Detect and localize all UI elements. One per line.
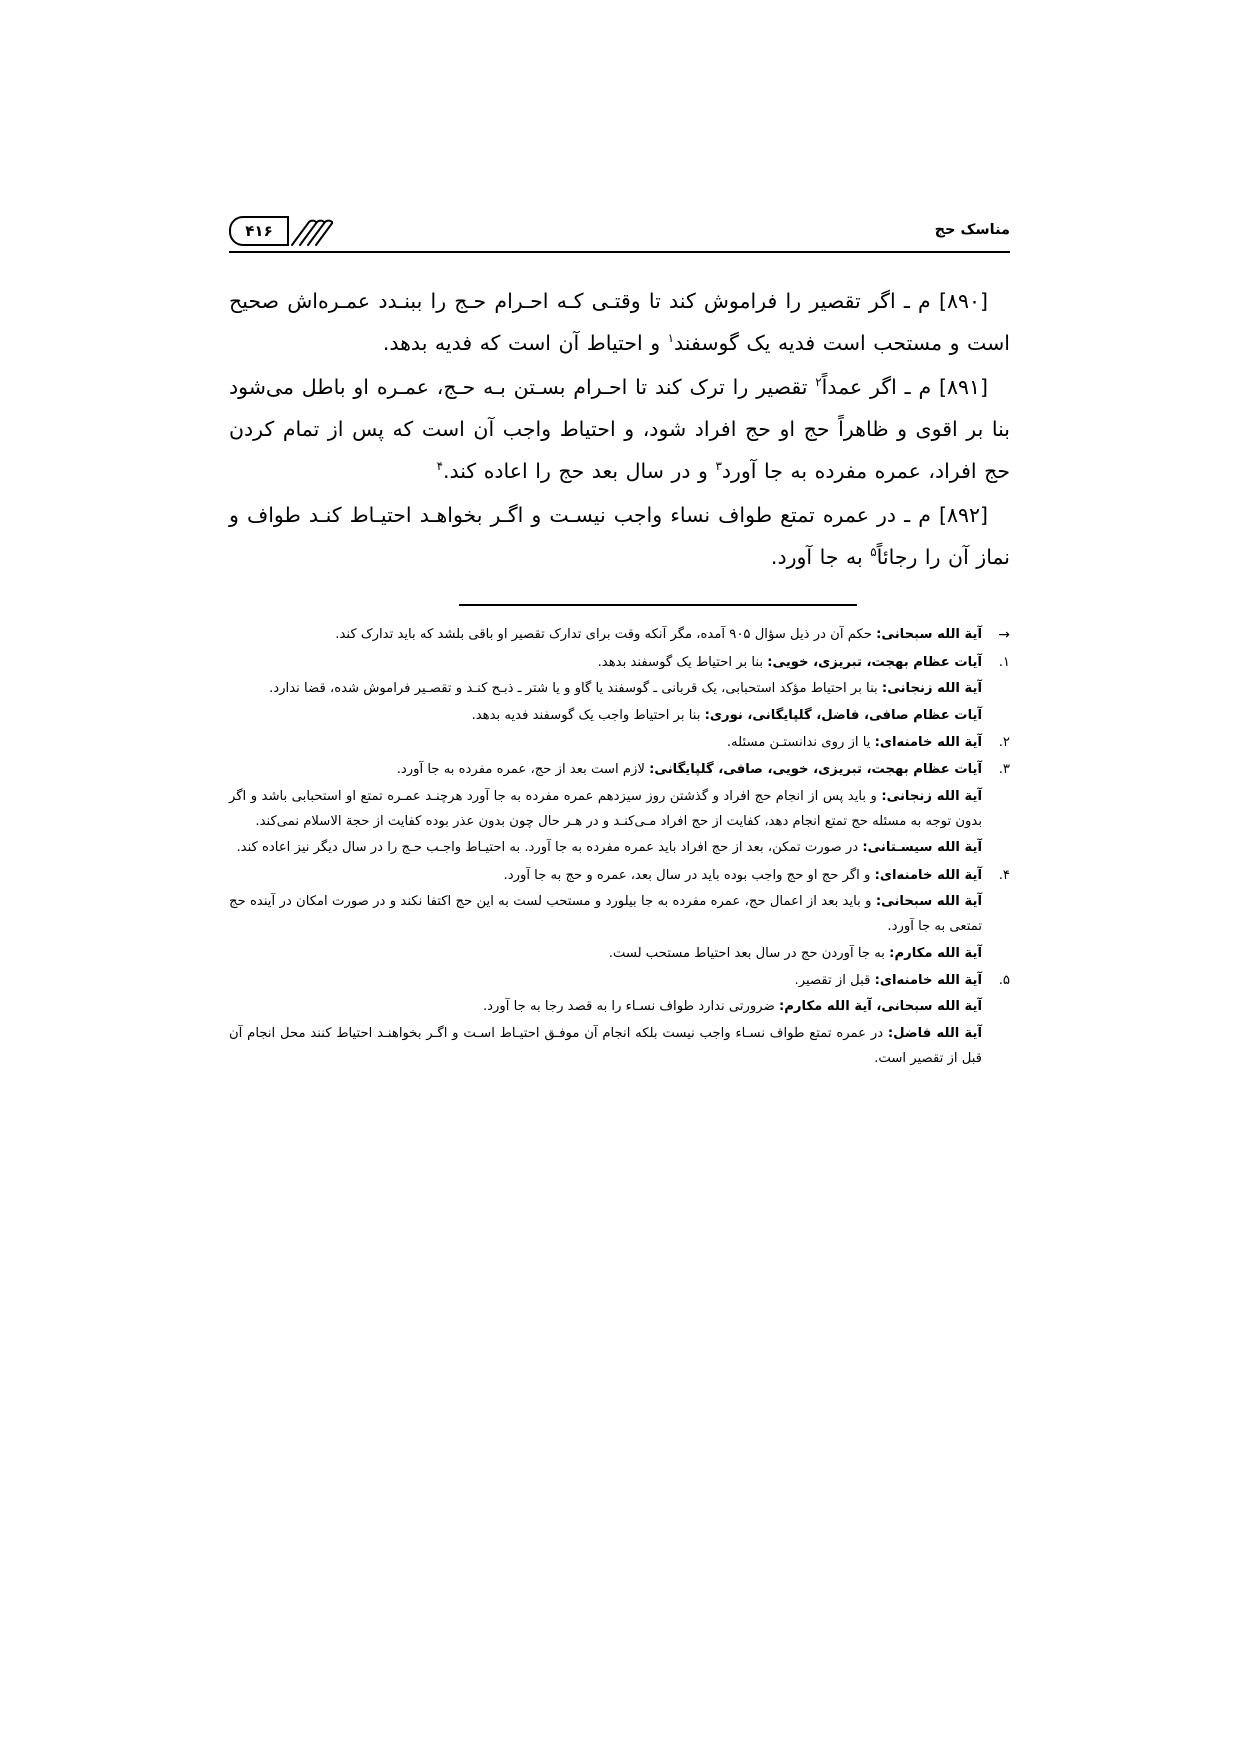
footnote-text: یا از روی ندانستـن مسئله. xyxy=(726,735,875,751)
footnote-item xyxy=(229,863,1010,967)
footnote-body xyxy=(229,863,982,967)
footnote-paragraph xyxy=(229,941,982,966)
footnote-paragraph xyxy=(229,622,982,647)
footnote-paragraph xyxy=(229,835,982,860)
ruling-891: [۸۹۱] م ـ اگر عمداً$^۲$ تقصیر را ترک کند تا احـرام بسـتن بـه حـج، عمـره او باطل می‌شود بنا بر اقوی و ظاهراً حج او حج افراد شود، و احتیاط واجب آن است که پس از تمام کردن حج افراد، عمره مفرده به جا آورد$^۳$ و در سال بعد حج را اعاده کند.$^۴$ xyxy=(229,375,1010,484)
footnote-text: بنا بر احتیاط مؤکد استحبابی، یک قربانی ـ گوسفند یا گاو و یا شتر ـ ذبـح کنـد و تقصـیر فراموش شده، قضا ندارد. xyxy=(269,681,882,697)
footnote-text: بنا بر احتیاط واجب یک گوسفند فدیه بدهد. xyxy=(471,707,705,723)
footnote-marker: ۴. xyxy=(998,867,1010,883)
footnote-paragraph xyxy=(229,703,982,728)
footnote-item xyxy=(229,622,1010,649)
footnote-paragraph xyxy=(229,650,982,675)
footnote-paragraph xyxy=(229,757,982,782)
marja-name: آیة الله خامنه‌ای: xyxy=(874,867,982,883)
footnote-text: در صورت تمکن، بعد از حج افراد باید عمره مفرده به جا آورد. به احتیـاط واجـب حـج را در سال دیگر نیز اعاده کند. xyxy=(236,840,863,856)
footnote-text: و باید پس از انجام حج افراد و گذشتن روز سیزدهم عمره مفرده به جا آورد هرچنـد عمـره تمتع او استحبابی باشد و اگر بدون توجه به مسئله حج تمتع انجام دهد، کفایت از حج افراد مـی‌کنـد و در هـر حال چون بدون عذر بوده کفایت از حجة الاسلام نمی‌کند. xyxy=(229,788,982,830)
footnote-text: قبل از تقصیر. xyxy=(794,973,875,989)
footnote-paragraph xyxy=(229,863,982,888)
footnote-paragraph xyxy=(229,1021,982,1072)
footnote-body xyxy=(229,757,982,861)
footnote-continuation-arrow-icon: → xyxy=(998,627,1010,644)
diagonal-stripes-ornament-icon xyxy=(289,216,333,246)
ruling-890: [۸۹۰] م ـ اگر تقصیر را فراموش کند تا وقتـی کـه احـرام حـج را ببنـدد عمـره‌اش صحیح است و مستحب است فدیه یک گوسفند$^۱$ و احتیاط آن است که فدیه بدهد. xyxy=(229,289,1010,356)
marja-name: آیة الله سیسـتانی: xyxy=(862,840,982,856)
marja-name: آیة الله مکارم: xyxy=(889,945,982,961)
marja-name: آیات عظام بهجت، تبریزی، خویی، صافی، گلپایگانی: xyxy=(649,762,982,778)
footnote-paragraph xyxy=(229,784,982,835)
footnote-paragraph xyxy=(229,730,982,755)
marja-name: آیة الله زنجانی: xyxy=(881,681,982,697)
footnote-text: در عمره تمتع طواف نسـاء واجب نیست بلکه انجام آن موفـق احتیـاط اسـت و اگـر بخواهنـد احتیاط کنند محل انجام آن قبل از تقصیر است. xyxy=(229,1025,982,1067)
footnote-text: و باید بعد از اعمال حج، عمره مفرده به جا بیلورد و مستحب لست به این حج اکتفا نکند و در صورت امکان در آینده حج تمتعی به جا آورد. xyxy=(229,894,982,935)
footnote-item xyxy=(229,730,1010,756)
footnote-body xyxy=(229,730,982,756)
ruling-892: [۸۹۲] م ـ در عمره تمتع طواف نساء واجب نیسـت و اگـر بخواهـد احتیـاط کنـد طواف و نماز آن را رجائاً$^۵$ به جا آورد. xyxy=(229,503,1010,570)
footnote-item xyxy=(229,968,1010,1072)
footnote-paragraph xyxy=(229,968,982,993)
page-content xyxy=(229,216,1010,1073)
marja-name: آیة الله خامنه‌ای: xyxy=(874,735,982,751)
footnote-paragraph xyxy=(229,676,982,701)
header-rule xyxy=(229,251,1010,253)
footnote-text: و اگر حج او حج واجب بوده باید در سال بعد، عمره و حج به جا آورد. xyxy=(503,867,875,883)
footnote-marker: ۱. xyxy=(998,654,1010,670)
footnote-body xyxy=(229,650,982,729)
footnote-marker: ۲. xyxy=(998,735,1010,751)
footnotes-block xyxy=(229,622,1010,1072)
footnote-paragraph xyxy=(229,994,982,1019)
footnote-item xyxy=(229,757,1010,861)
marja-name: آیة الله سبحانی: xyxy=(875,894,982,910)
marja-name: آیة الله خامنه‌ای: xyxy=(874,973,982,989)
marja-name: آیات عظام صافی، فاضل، گلپایگانی، نوری: xyxy=(704,707,982,723)
page-number-badge xyxy=(229,216,333,246)
footnote-text: به جا آوردن حج در سال بعد احتیاط مستحب لست. xyxy=(608,945,890,961)
footnote-text: حکم آن در ذیل سؤال ۹۰۵ آمده، مگر آنکه وقت برای تدارک تقصیر او باقی بلشد که باید تدارک کند. xyxy=(335,627,877,643)
marja-name: آیة الله سبحانی: xyxy=(876,627,982,643)
marja-name: آیات عظام بهجت، تبریزی، خویی: xyxy=(767,654,982,670)
footnote-marker: ۵. xyxy=(998,973,1010,989)
marja-name: آیة الله سبحانی، آیة الله مکارم: xyxy=(778,999,982,1015)
marja-name: آیة الله فاضل: xyxy=(887,1025,982,1041)
footnote-marker: ۳. xyxy=(998,762,1010,778)
marja-name: آیة الله زنجانی: xyxy=(881,788,982,804)
footnote-body xyxy=(229,622,982,648)
footnote-item xyxy=(229,650,1010,729)
footnote-text: لازم است بعد از حج، عمره مفرده به جا آورد. xyxy=(396,762,650,778)
footnote-body xyxy=(229,968,982,1072)
rulings-block xyxy=(229,280,1010,578)
running-header xyxy=(229,216,1010,260)
footnote-text: ضرورتی ندارد طواف نسـاء را به قصد رجا به جا آورد. xyxy=(482,999,779,1015)
page-number: ۴۱۶ xyxy=(229,216,289,246)
footnote-paragraph xyxy=(229,889,982,940)
book-title: مناسک حج xyxy=(934,222,1010,238)
footnote-separator xyxy=(229,604,1010,606)
footnote-text: بنا بر احتیاط یک گوسفند بدهد. xyxy=(597,654,768,670)
